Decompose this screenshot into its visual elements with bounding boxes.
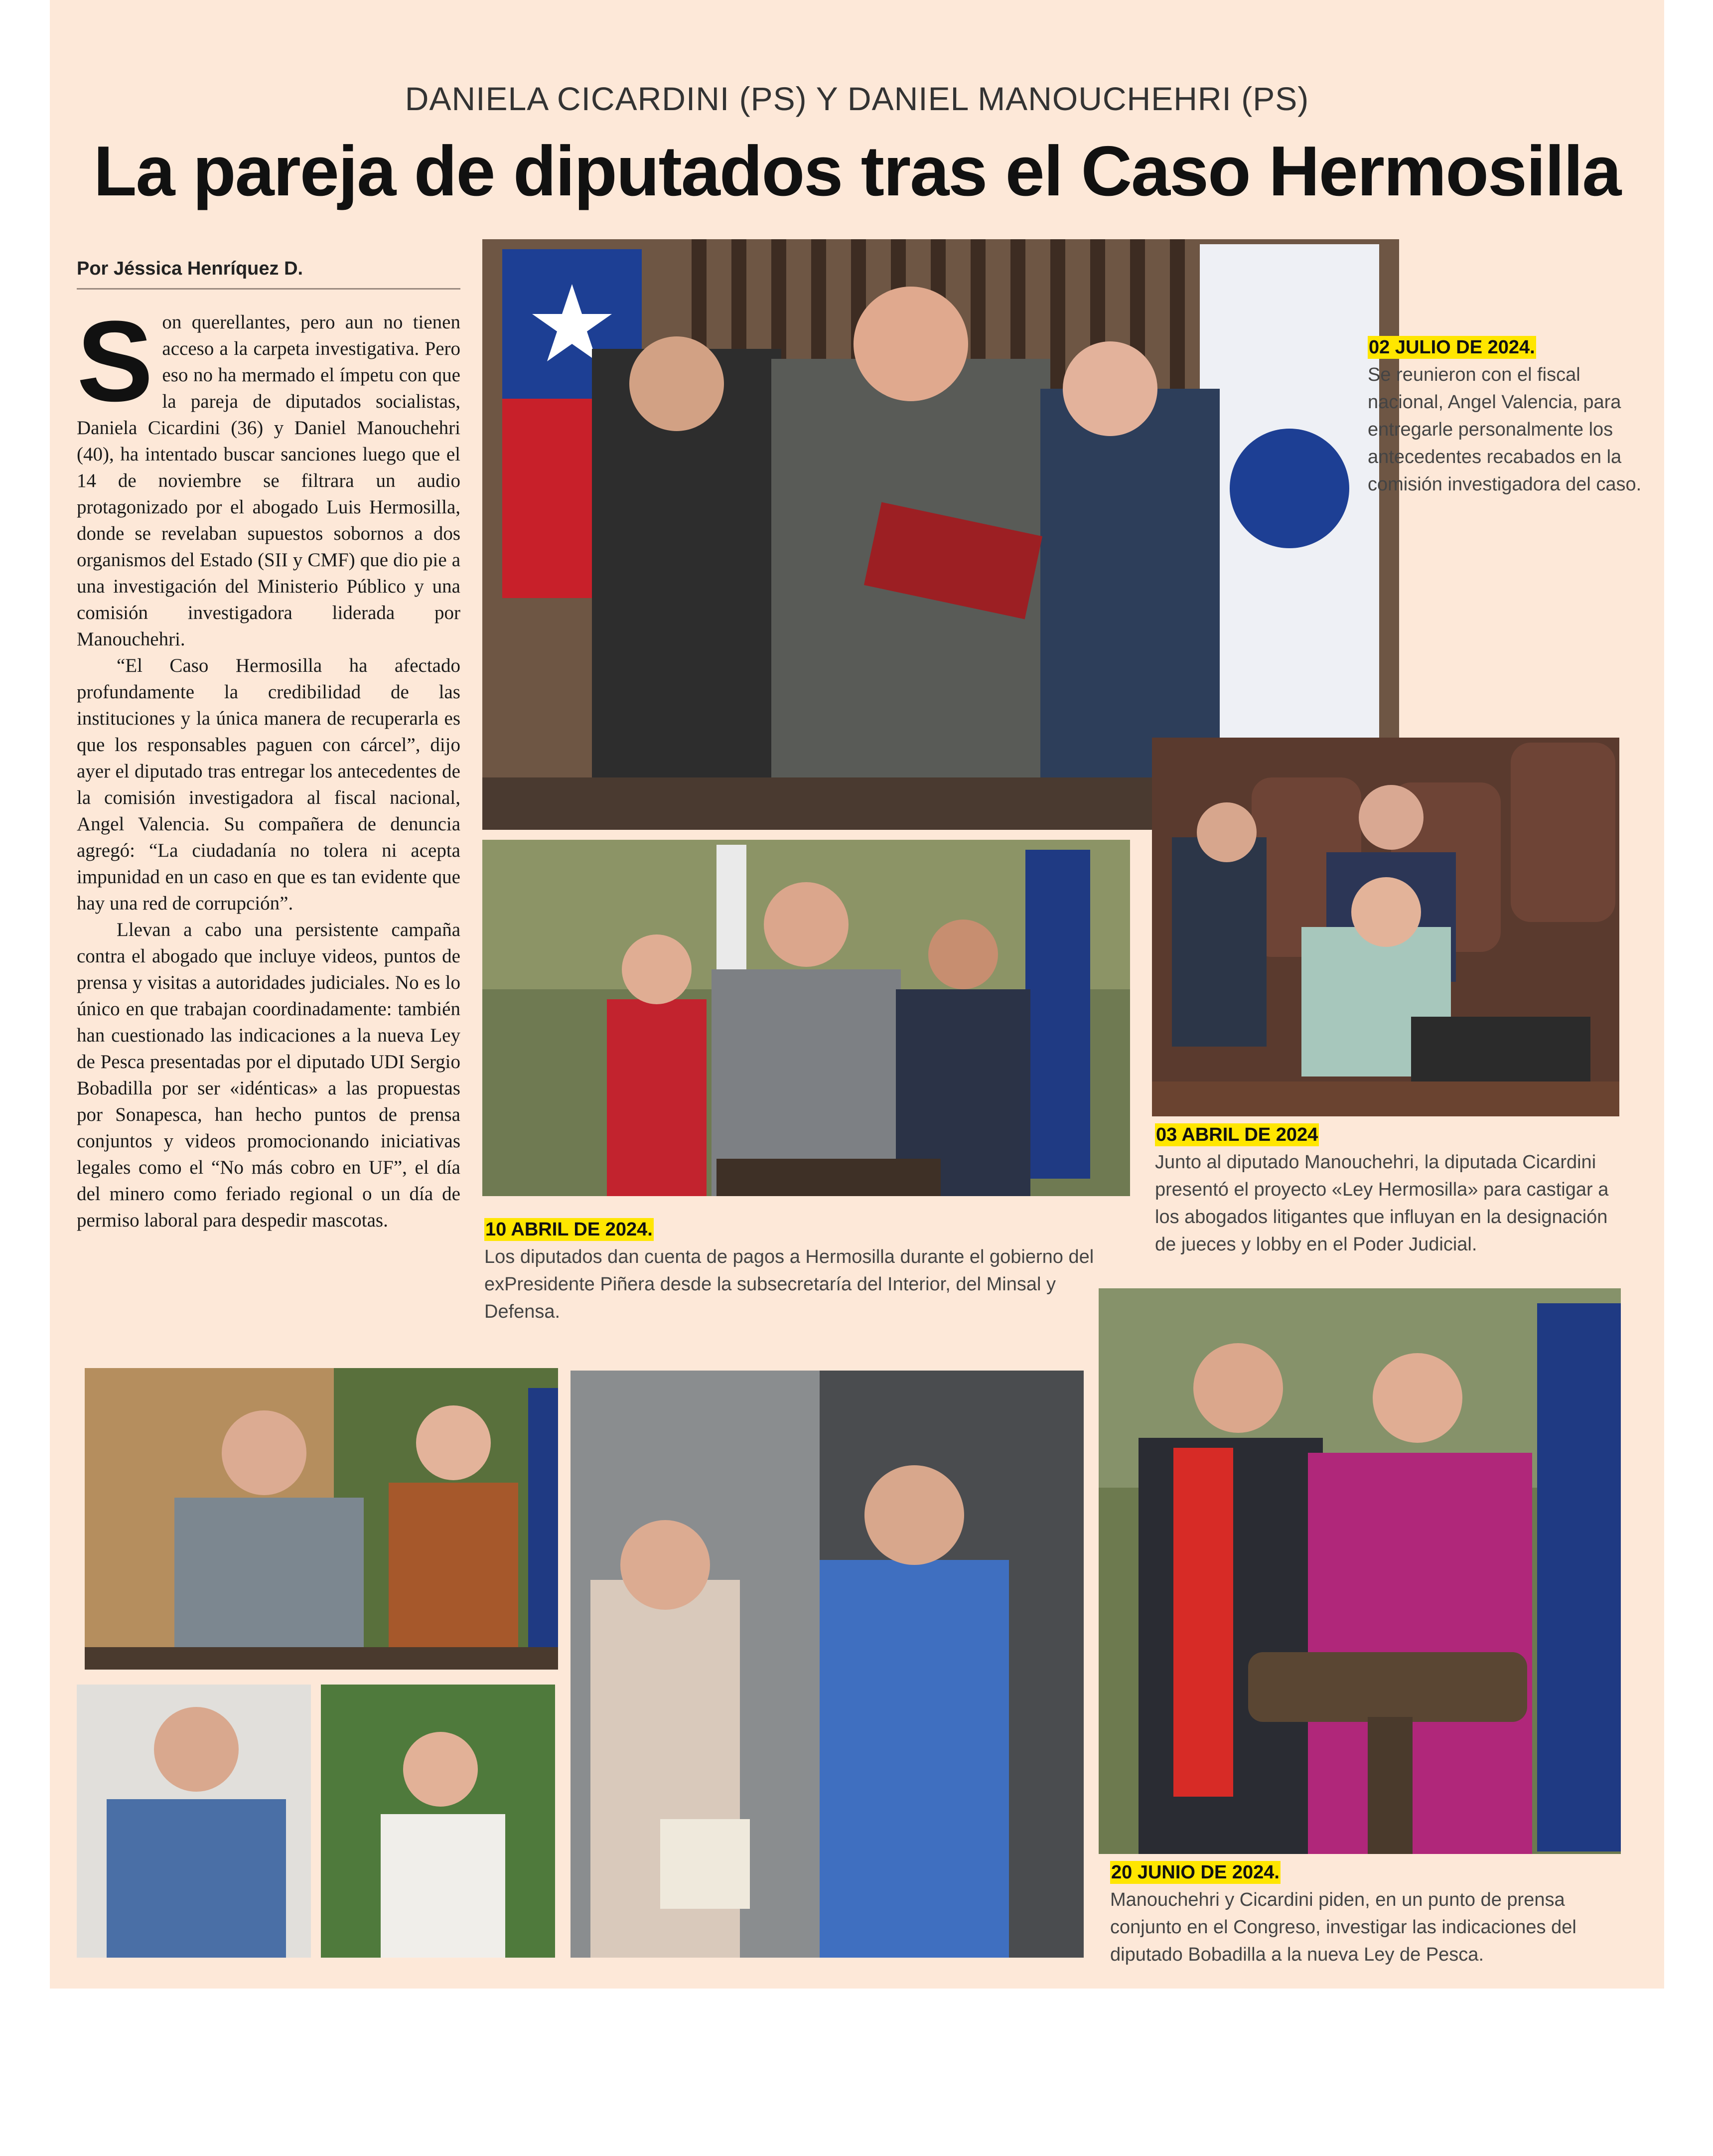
byline-divider bbox=[77, 288, 460, 290]
caption-april10-text: Los diputados dan cuenta de pagos a Hermosilla durante el gobierno del exPresidente Piñera desde la subsecretaría del Interior, del Minsal y Defensa. bbox=[484, 1246, 1094, 1322]
photo-session-room bbox=[1152, 738, 1619, 1116]
caption-april10 bbox=[484, 1216, 1132, 1326]
photo-podium-trio bbox=[482, 840, 1130, 1196]
article-kicker: DANIELA CICARDINI (PS) Y DANIEL MANOUCHEHRI (PS) bbox=[405, 80, 1309, 117]
caption-july-date: 02 JULIO DE 2024. bbox=[1369, 337, 1535, 358]
photo-podium-duo bbox=[85, 1368, 558, 1670]
caption-april10-date: 10 ABRIL DE 2024. bbox=[485, 1219, 653, 1240]
caption-april3-text: Junto al diputado Manouchehri, la diputada Cicardini presentó el proyecto «Ley Hermosilla» para castigar a los abogados litigantes que influyan en la designación de jueces y lobby en el Poder Judicial. bbox=[1155, 1152, 1609, 1255]
article-headline: La pareja de diputados tras el Caso Hermosilla bbox=[93, 132, 1621, 211]
caption-july-text: Se reunieron con el fiscal nacional, Angel Valencia, para entregarle personalmente los antecedentes recabados en la comisión investigadora del caso. bbox=[1368, 364, 1642, 495]
photo-congress-press bbox=[1099, 1288, 1621, 1854]
article-byline: Por Jéssica Henríquez D. bbox=[77, 258, 303, 279]
caption-july bbox=[1368, 334, 1647, 498]
paragraph-1-text: on querellantes, pero aun no tienen acceso a la carpeta investigativa. Pero eso no ha mermado el ímpetu con que la pareja de diputados socialistas, Daniela Cicardini (36) y Daniel Manouchehri (40), ha intentado buscar sanciones luego que el 14 de noviembre se filtrara un audio protagonizado por el abogado Luis Hermosilla, donde se revelaban supuestos sobornos a dos organismos del Estado (SII y CMF) que dio pie a una investigación del Ministerio Público y una comisión investigadora liderada por Manouchehri. bbox=[77, 311, 460, 650]
photo-split-portraits bbox=[77, 1685, 555, 1958]
caption-june-date: 20 JUNIO DE 2024. bbox=[1111, 1862, 1280, 1883]
caption-april3 bbox=[1155, 1121, 1623, 1258]
article-body bbox=[77, 297, 460, 1346]
caption-june-text: Manouchehri y Cicardini piden, en un punto de prensa conjunto en el Congreso, investigar las indicaciones del diputado Bobadilla a la nueva Ley de Pesca. bbox=[1110, 1889, 1576, 1965]
body-paragraph-1 bbox=[77, 297, 460, 652]
photo-walking bbox=[571, 1371, 1084, 1958]
drop-cap: S bbox=[77, 297, 153, 425]
body-paragraph-3: Llevan a cabo una persistente campaña contra el abogado que incluye videos, puntos de prensa y visitas a autoridades judiciales. No es lo único en que trabajan coordinadamente: también han cuestionado las indicaciones a la nueva Ley de Pesca presentadas por el diputado UDI Sergio Bobadilla por ser «idénticas» a las propuestas por Sonapesca, han hecho puntos de prensa conjuntos y videos promocionando iniciativas legales como el “No más cobro en UF”, el día del minero como feriado regional o un día de permiso laboral para despedir mascotas. bbox=[77, 919, 460, 1231]
caption-june bbox=[1110, 1859, 1638, 1969]
body-paragraph-2: “El Caso Hermosilla ha afectado profundamente la credibilidad de las instituciones y la única manera de recuperarla es que los responsables paguen con cárcel”, dijo ayer el diputado tras entregar los antecedentes de la comisión investigadora al fiscal nacional, Angel Valencia. Su compañera de denuncia agregó: “La ciudadanía no tolera ni acepta impunidad en un caso en que es tan evidente que hay una red de corrupción”. bbox=[77, 655, 460, 914]
newspaper-page bbox=[50, 0, 1664, 1989]
caption-april3-date: 03 ABRIL DE 2024 bbox=[1156, 1124, 1318, 1145]
